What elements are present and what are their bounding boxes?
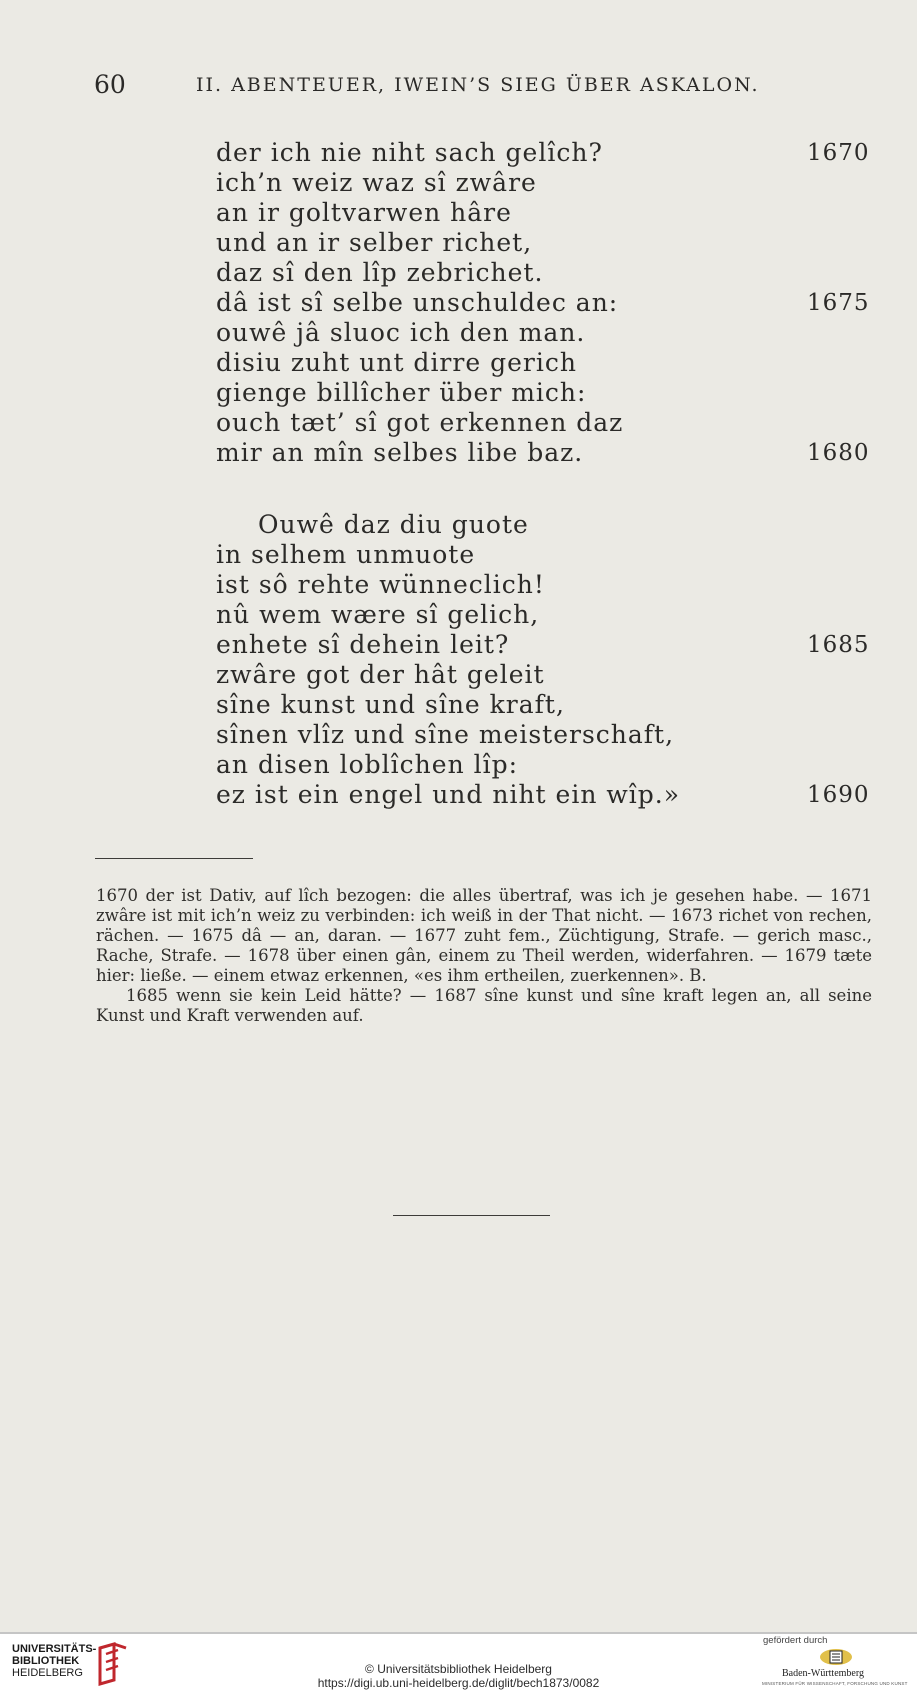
verse-text: disiu zuht unt dirre gerich [216, 348, 577, 377]
verse-text: und an ir selber richet, [216, 228, 533, 257]
verse-text: ist sô rehte wünneclich! [216, 570, 545, 599]
verse-text: Ouwê daz diu guote [258, 510, 529, 539]
verse-line [216, 600, 866, 630]
copyright-notice: © Universitätsbibliothek Heidelberg [365, 1662, 552, 1676]
footnote-paragraph: 1685 wenn sie kein Leid hätte? — 1687 sîne kunst und sîne kraft legen an, all seine Kunst und Kraft verwenden auf. [96, 986, 878, 1025]
footer-divider [0, 1632, 917, 1634]
verse-text: sînen vlîz und sîne meisterschaft, [216, 720, 675, 749]
verse-line [216, 288, 870, 318]
verse-text: ouwê jâ sluoc ich den man. [216, 318, 586, 347]
running-title: II. ABENTEUER, IWEIN’S SIEG ÜBER ASKALON. [196, 74, 760, 96]
verse-line [216, 198, 866, 228]
verse-text: an disen loblîchen lîp: [216, 750, 519, 779]
library-name: UNIVERSITÄTS- BIBLIOTHEK HEIDELBERG [12, 1643, 97, 1679]
sponsor-name: Baden-Württemberg [782, 1668, 865, 1679]
verse-text: sîne kunst und sîne kraft, [216, 690, 565, 719]
permalink[interactable]: https://digi.ub.uni-heidelberg.de/diglit/bech1873/0082 [317, 1676, 600, 1690]
line-number: 1685 [807, 632, 870, 658]
verse-line [216, 720, 866, 750]
verse-line [216, 318, 866, 348]
verse-text: daz sî den lîp zebrichet. [216, 258, 544, 287]
stanza-gap [216, 468, 866, 510]
verse-line [216, 510, 866, 540]
footnotes [96, 886, 878, 1026]
verse-text: in selhem unmuote [216, 540, 476, 569]
digitization-footer [0, 1632, 917, 1690]
line-number: 1690 [807, 782, 870, 808]
verse-line [216, 690, 866, 720]
verse-line [216, 438, 870, 468]
verse-text: dâ ist sî selbe unschuldec an: [216, 288, 619, 317]
verse-text: ez ist ein engel und niht ein wîp.» [216, 780, 681, 809]
verse-line [216, 168, 866, 198]
verse-line [216, 138, 870, 168]
sponsor-ministry: MINISTERIUM FÜR WISSENSCHAFT, FORSCHUNG UND KUNST [762, 1681, 908, 1686]
verse-text: an ir goltvarwen hâre [216, 198, 512, 227]
footnote-paragraph: 1670 der ist Dativ, auf lîch bezogen: die alles übertraf, was ich je gesehen habe. — 1671 zwâre ist mit ich’n weiz zu verbinden: ich weiß in der That nicht. — 1673 richet von rechen, rächen. — 1675 dâ — an, daran. — 1677 zuht fem., Züchtigung, Strafe. — gerich masc., Rache, Strafe. — 1678 über einen gân, einem zu Theil werden, widerfahren. — 1679 tæte hier: ließe. — einem etwaz erkennen, «es ihm ertheilen, zuerkennen». B. [96, 886, 878, 985]
page-number: 60 [94, 70, 126, 99]
verse-line [216, 408, 866, 438]
verse-text: zwâre got der hât geleit [216, 660, 545, 689]
verse-text: enhete sî dehein leit? [216, 630, 510, 659]
sponsor-label: gefördert durch [763, 1635, 828, 1646]
line-number: 1675 [807, 290, 870, 316]
line-number: 1670 [807, 140, 870, 166]
verse-text: ouch tæt’ sî got erkennen daz [216, 408, 624, 437]
verse-text: ich’n weiz waz sî zwâre [216, 168, 537, 197]
verse-line [216, 378, 866, 408]
verse-line [216, 570, 866, 600]
verse-line [216, 750, 866, 780]
verse-text: mir an mîn selbes libe baz. [216, 438, 584, 467]
baden-wuerttemberg-crest-icon [818, 1647, 854, 1667]
verse-line [216, 630, 870, 660]
verse-line [216, 228, 866, 258]
page-header [0, 70, 917, 106]
verse-line [216, 540, 866, 570]
footnote-separator [95, 858, 253, 859]
verse-text: gienge billîcher über mich: [216, 378, 587, 407]
verse-line [216, 780, 870, 810]
verse-text: der ich nie niht sach gelîch? [216, 138, 603, 167]
verse-line [216, 258, 866, 288]
line-number: 1680 [807, 440, 870, 466]
verse-block [216, 138, 870, 810]
verse-line [216, 660, 866, 690]
verse-line [216, 348, 866, 378]
closing-rule [393, 1215, 550, 1216]
verse-text: nû wem wære sî gelich, [216, 600, 540, 629]
